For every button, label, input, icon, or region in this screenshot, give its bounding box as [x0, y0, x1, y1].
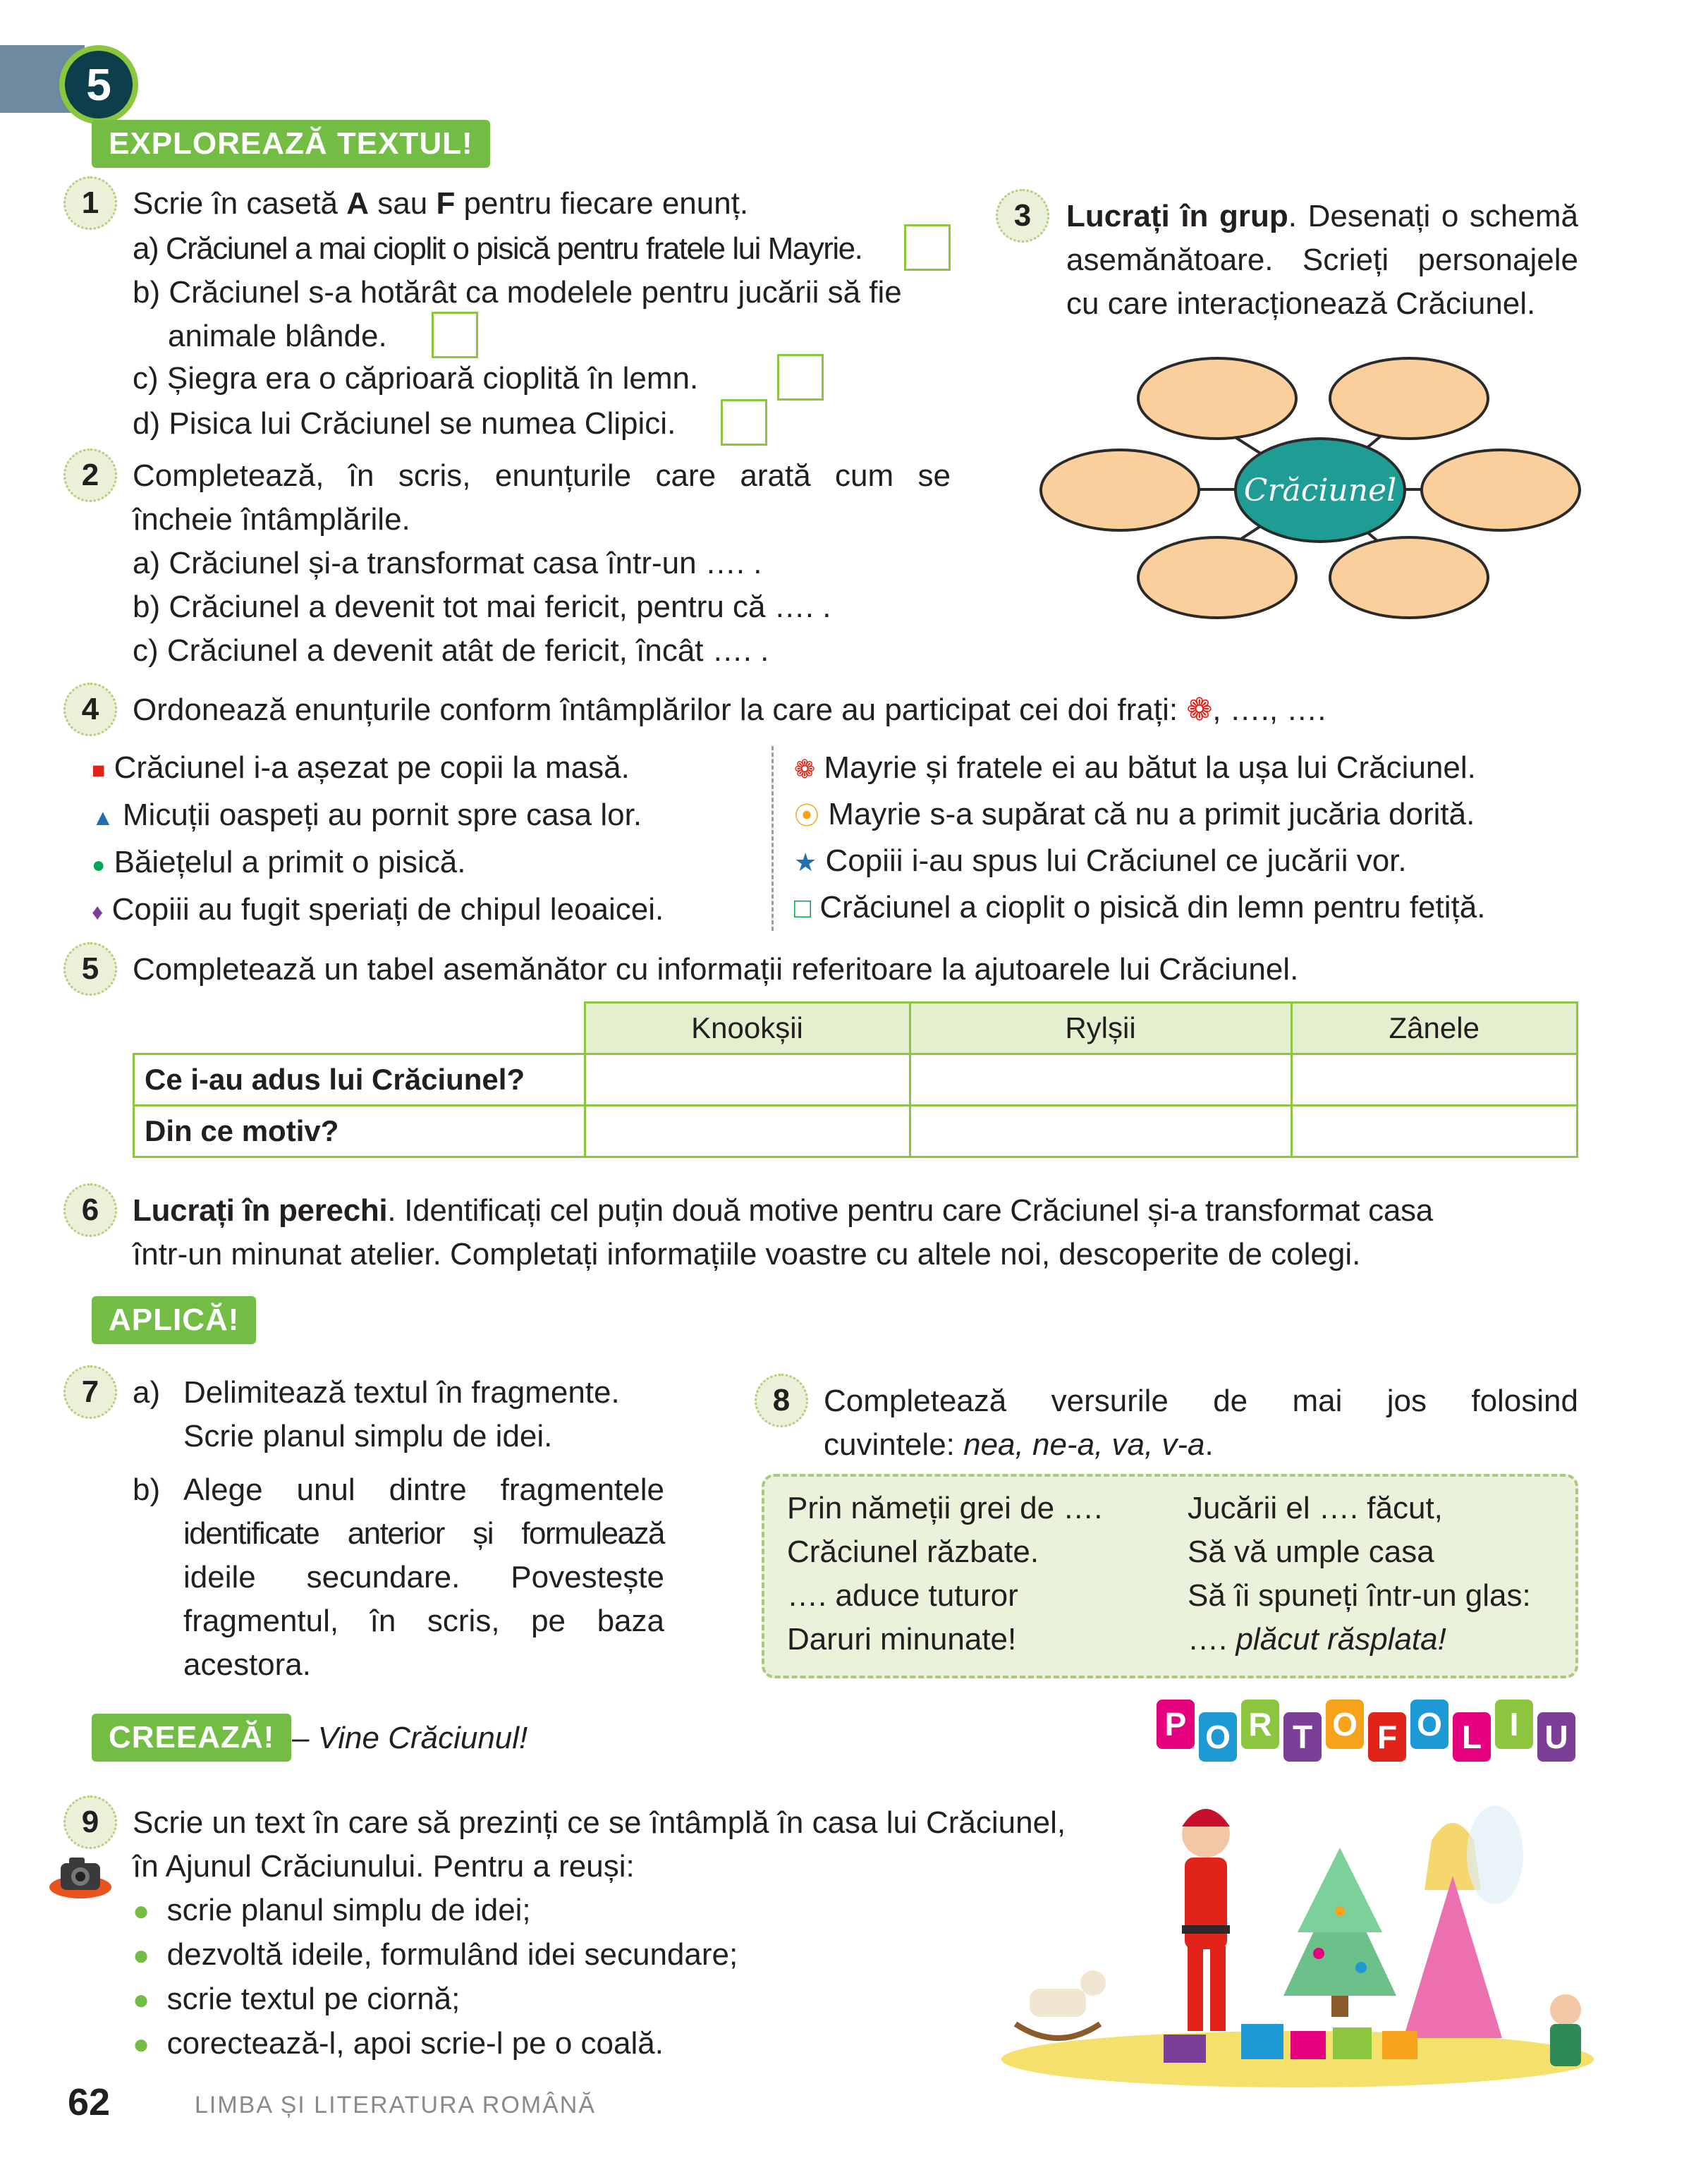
- section-create: CREEAZĂ!: [92, 1714, 291, 1762]
- row-label: Din ce motiv?: [134, 1106, 585, 1157]
- portfolio-letter: F: [1368, 1712, 1406, 1762]
- poem-line: Crăciunel răzbate.: [787, 1535, 1039, 1569]
- exercise-9-bullets: [133, 1889, 738, 2066]
- poem-line: Să îi spuneți într-un glas:: [1188, 1578, 1531, 1613]
- list-item: ❁ Mayrie și fratele ei au bătut la ușa lui Crăciunel.: [794, 750, 1476, 785]
- table-header-row: [134, 1003, 1578, 1054]
- table-cell[interactable]: [1291, 1054, 1578, 1106]
- exercise-2-badge: 2: [63, 449, 117, 502]
- poem-line: Jucării el …. făcut,: [1188, 1491, 1443, 1525]
- exercise-2-item-b: b) Crăciunel a devenit tot mai fericit, pentru că …. .: [133, 590, 831, 624]
- exercise-7-b-line-5: acestora.: [183, 1647, 311, 1682]
- schema-oval-top-left: [1137, 357, 1298, 440]
- exercise-8-badge: 8: [755, 1374, 808, 1427]
- schema-oval-bottom-right: [1329, 536, 1489, 619]
- poem-line: Să vă umple casa: [1188, 1535, 1434, 1569]
- exercise-2-item-c: c) Crăciunel a devenit atât de fericit, încât …. .: [133, 633, 769, 668]
- list-item: ● scrie planul simplu de idei;: [133, 1893, 531, 1927]
- schema-center-oval: [1234, 437, 1406, 543]
- exercise-1-item-a: a) Crăciunel a mai cioplit o pisică pentru fratele lui Mayrie.: [133, 231, 862, 266]
- list-item: ● Băiețelul a primit o pisică.: [92, 845, 466, 879]
- exercise-3-line-2: asemănătoare. Scrieți personajele: [1066, 243, 1578, 277]
- exercise-9-line-1: Scrie un text în care să prezinți ce se întâmplă în casa lui Crăciunel,: [133, 1805, 1066, 1840]
- exercise-6-badge: 6: [63, 1183, 117, 1237]
- exercise-4-right-list: [794, 746, 1485, 930]
- exercise-1-badge: 1: [63, 176, 117, 230]
- blue-triangle-icon: ▲: [92, 805, 114, 830]
- schema-oval-top-right: [1329, 357, 1489, 440]
- exercise-1-item-b: b) Crăciunel s-a hotărât ca modelele pentru jucării să fie: [133, 275, 902, 310]
- portfolio-letter: I: [1495, 1700, 1533, 1749]
- bullet-icon: ●: [133, 1984, 150, 2015]
- poem-left-column: [787, 1487, 1103, 1661]
- bullet-icon: ●: [133, 2029, 150, 2060]
- exercise-1-item-d: d) Pisica lui Crăciunel se numea Clipici.: [133, 406, 676, 441]
- portfolio-letter: R: [1241, 1700, 1279, 1749]
- unit-number-badge: [59, 45, 138, 124]
- exercise-1-item-c: c) Șiegra era o căprioară cioplită în lemn.: [133, 361, 699, 396]
- exercise-1-item-b-cont: animale blânde.: [168, 319, 387, 353]
- red-square-icon: ■: [92, 757, 106, 783]
- exercise-6-line-2: într-un minunat atelier. Completați informațiile voastre cu altele noi, descoperite de colegi.: [133, 1237, 1361, 1271]
- exercise-9-line-2: în Ajunul Crăciunului. Pentru a reuși:: [133, 1849, 635, 1884]
- answer-box-b[interactable]: [432, 312, 478, 358]
- exercise-4-instruction: Ordonează enunțurile conform întâmplărilor la care au participat cei doi frați: ❁, …., ….: [133, 693, 1326, 727]
- christmas-illustration: [987, 1784, 1608, 2094]
- exercise-8-line-2: cuvintele: nea, ne-a, va, v-a.: [824, 1427, 1214, 1462]
- list-item: ● scrie textul pe ciornă;: [133, 1982, 460, 2016]
- portfolio-letter: O: [1199, 1712, 1237, 1762]
- table-cell[interactable]: [585, 1106, 910, 1157]
- exercise-2-line-2: încheie întâmplările.: [133, 502, 410, 537]
- poem-right-column: [1188, 1487, 1531, 1661]
- exercise-4-divider: [771, 746, 774, 931]
- poem-line: Prin nămeții grei de ….: [787, 1491, 1103, 1525]
- poem-line: …. plăcut răsplata!: [1188, 1622, 1446, 1657]
- table-header-ryls: Rylșii: [910, 1003, 1291, 1054]
- exercise-5-instruction: Completează un tabel asemănător cu informații referitoare la ajutoarele lui Crăciunel.: [133, 952, 1299, 987]
- flower-symbol-icon: ❁: [1186, 693, 1213, 727]
- list-item: ★ Copiii i-au spus lui Crăciunel ce jucării vor.: [794, 843, 1407, 878]
- red-flower-icon: ❁: [794, 755, 816, 783]
- bullet-icon: ●: [133, 1896, 150, 1927]
- list-item: ■ Crăciunel i-a așezat pe copii la masă.: [92, 750, 630, 785]
- portfolio-letter: T: [1283, 1712, 1322, 1762]
- exercise-7-b-line-2: identificate anterior și formulează: [183, 1516, 664, 1551]
- exercise-4-badge: 4: [63, 683, 117, 736]
- schema-oval-right: [1420, 449, 1581, 532]
- section-apply: APLICĂ!: [92, 1296, 256, 1344]
- green-dot-icon: ●: [92, 852, 106, 877]
- section-explore: EXPLOREAZĂ TEXTUL!: [92, 120, 490, 168]
- subject-title: LIMBA ȘI LITERATURA ROMÂNĂ: [195, 2092, 597, 2118]
- unit-number: 5: [86, 59, 111, 110]
- portfolio-letter: O: [1326, 1700, 1364, 1749]
- portfolio-letter: P: [1157, 1700, 1195, 1749]
- exercise-7-b-line-1: Alege unul dintre fragmentele: [183, 1472, 664, 1507]
- section-create-subtitle: – Vine Crăciunul!: [292, 1721, 528, 1755]
- orange-target-icon: ⦿: [794, 801, 820, 830]
- table-row: [134, 1106, 1578, 1157]
- schema-center-label: Crăciunel: [1243, 472, 1397, 508]
- schema-oval-left: [1039, 449, 1200, 532]
- answer-box-c[interactable]: [777, 354, 824, 401]
- portfolio-letter: O: [1410, 1700, 1448, 1749]
- green-square-outline-icon: □: [794, 893, 812, 924]
- list-item: ⦿ Mayrie s-a supărat că nu a primit jucăria dorită.: [794, 797, 1475, 831]
- table-row: [134, 1054, 1578, 1106]
- poem-line: Daruri minunate!: [787, 1622, 1017, 1657]
- list-item: ♦ Copiii au fugit speriați de chipul leoaicei.: [92, 892, 664, 927]
- exercise-7-b-label: b): [133, 1472, 161, 1507]
- exercise-3-line-1: Lucrați în grup. Desenați o schemă: [1066, 199, 1579, 233]
- table-cell[interactable]: [1291, 1106, 1578, 1157]
- exercise-2-line-1: Completează, în scris, enunțurile care arată cum se: [133, 458, 951, 493]
- poem-line: …. aduce tuturor: [787, 1578, 1018, 1613]
- table-header-fairies: Zânele: [1291, 1003, 1578, 1054]
- bullet-icon: ●: [133, 1940, 150, 1971]
- exercise-7-a-label: a): [133, 1375, 161, 1410]
- answer-box-a[interactable]: [904, 224, 951, 271]
- camera-icon: [48, 1850, 113, 1900]
- exercise-1-instruction: Scrie în casetă A sau F pentru fiecare enunț.: [133, 186, 749, 221]
- exercise-4-left-list: [92, 746, 664, 934]
- purple-diamond-icon: ♦: [92, 899, 104, 925]
- exercise-9-badge: 9: [63, 1795, 117, 1849]
- table-header-knooks: Knookșii: [585, 1003, 910, 1054]
- exercise-3-line-3: cu care interacționează Crăciunel.: [1066, 286, 1536, 321]
- exercise-6-line-1: Lucrați în perechi. Identificați cel puțin două motive pentru care Crăciunel și-a transformat casa: [133, 1193, 1433, 1228]
- exercise-7-badge: 7: [63, 1365, 117, 1419]
- exercise-5-badge: 5: [63, 942, 117, 996]
- portfolio-title: [1157, 1700, 1575, 1762]
- row-label: Ce i-au adus lui Crăciunel?: [134, 1054, 585, 1106]
- list-item: ● corectează-l, apoi scrie-l pe o coală.: [133, 2026, 664, 2061]
- exercise-8-line-1: Completează versurile de mai jos folosind: [824, 1384, 1578, 1418]
- list-item: ● dezvoltă ideile, formulând idei secundare;: [133, 1937, 738, 1972]
- list-item: ▲ Micuții oaspeți au pornit spre casa lor.: [92, 798, 642, 832]
- exercise-7-a-line-2: Scrie planul simplu de idei.: [183, 1419, 553, 1453]
- table-cell[interactable]: [910, 1054, 1291, 1106]
- exercise-7-b-line-4: fragmentul, în scris, pe baza: [183, 1604, 664, 1638]
- exercise-7-a-line-1: Delimitează textul în fragmente.: [183, 1375, 620, 1410]
- helpers-table: [133, 1001, 1578, 1158]
- exercise-3-badge: 3: [996, 189, 1049, 243]
- table-cell[interactable]: [910, 1106, 1291, 1157]
- portfolio-letter: L: [1453, 1712, 1491, 1762]
- exercise-7-b-line-3: ideile secundare. Povestește: [183, 1560, 664, 1594]
- list-item: □ Crăciunel a cioplit o pisică din lemn pentru fetiță.: [794, 890, 1486, 925]
- page-number: 62: [68, 2081, 111, 2123]
- table-cell[interactable]: [585, 1054, 910, 1106]
- portfolio-letter: U: [1537, 1712, 1575, 1762]
- blue-star-icon: ★: [794, 848, 817, 877]
- schema-oval-bottom-left: [1137, 536, 1298, 619]
- exercise-2-item-a: a) Crăciunel și-a transformat casa într-un …. .: [133, 546, 762, 580]
- answer-box-d[interactable]: [721, 399, 767, 446]
